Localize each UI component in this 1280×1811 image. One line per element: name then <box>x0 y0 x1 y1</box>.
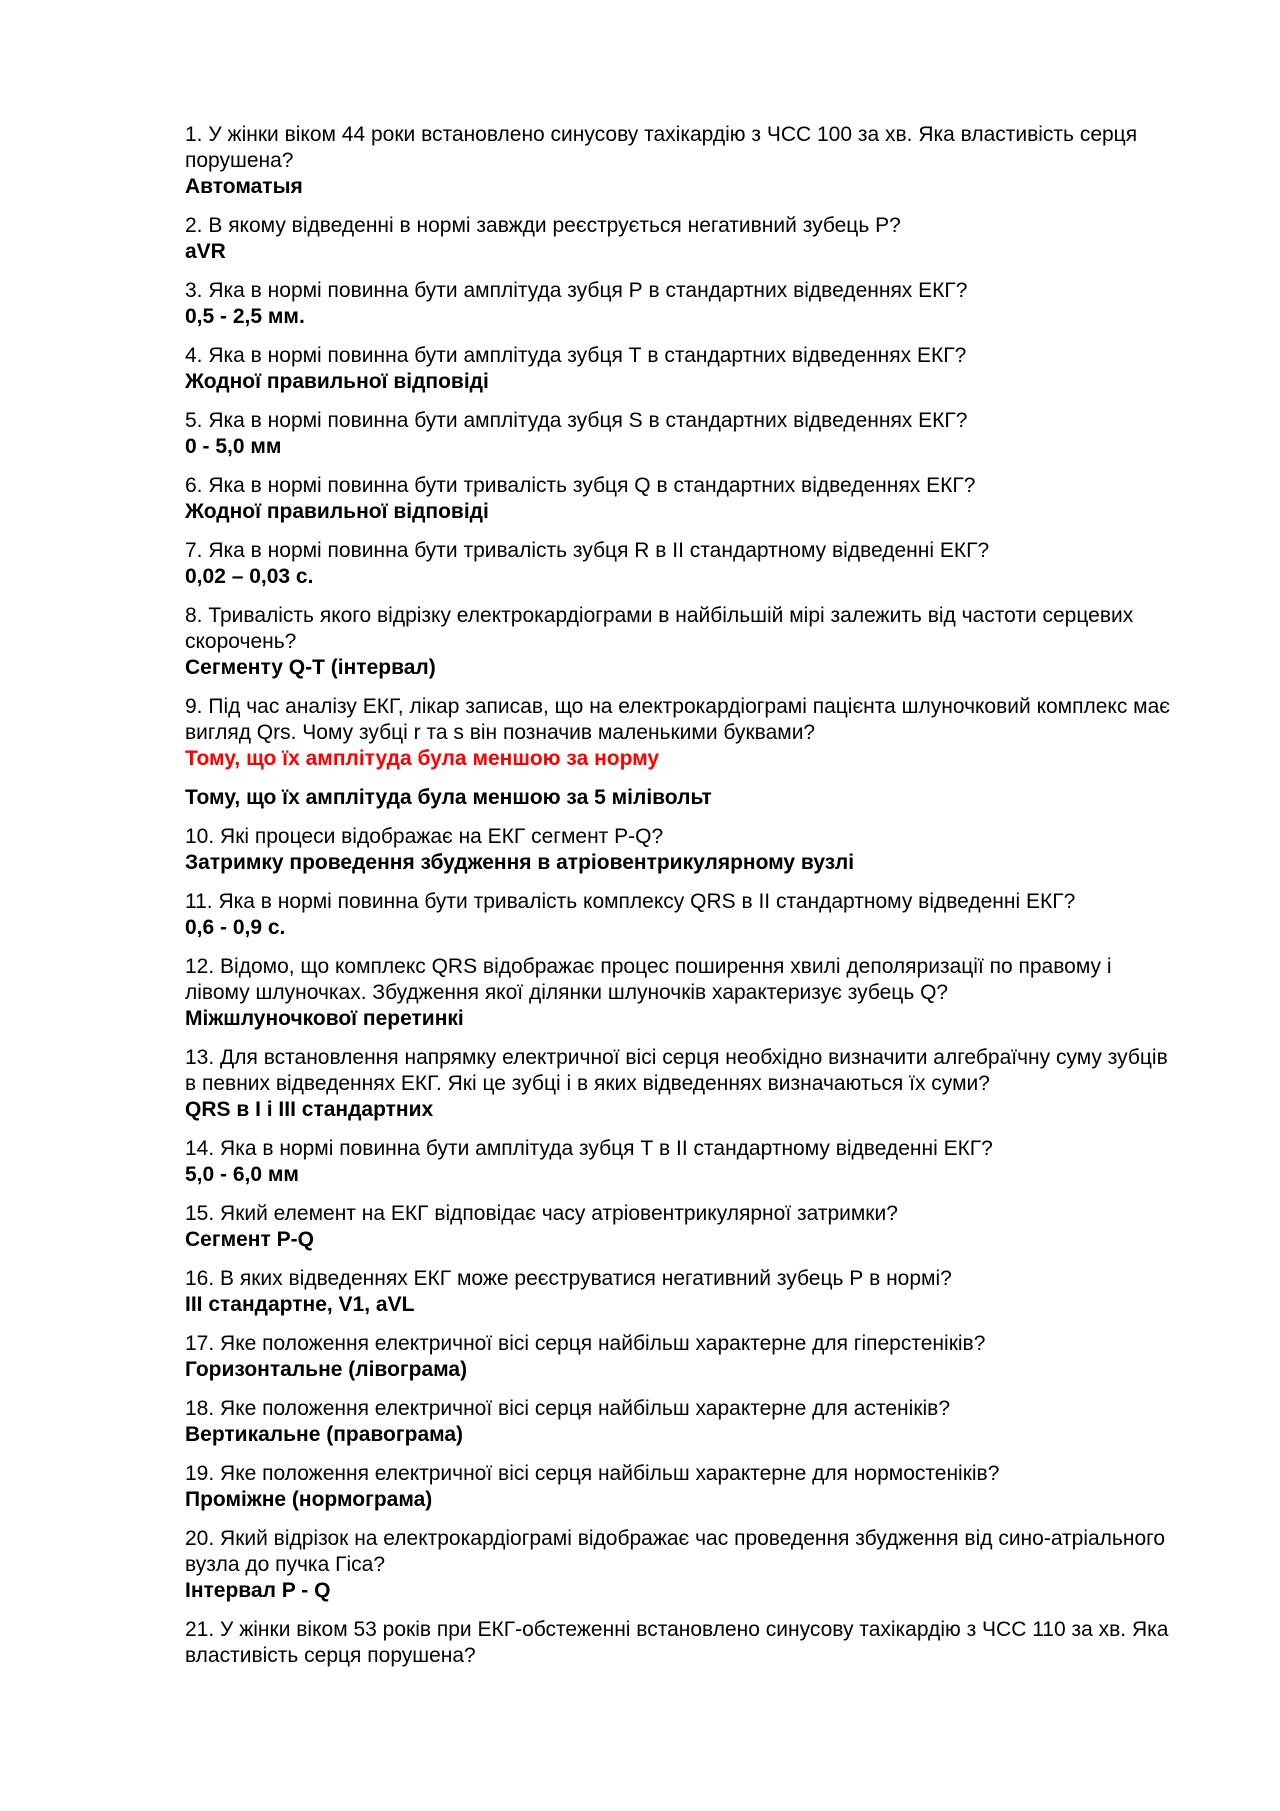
question-text: 9. Під час аналізу ЕКГ, лікар записав, що на електрокардіограмі пацієнта шлуночковий комплекс має вигляд Qrs. Чому зубці r та s він позначив маленькими буквами? <box>185 695 1171 744</box>
question-text: 12. Відомо, що комплекс QRS відображає процес поширення хвилі деполяризації по правому і лівому шлуночках. Збудження якої ділянки шлуночків характеризує зубець Q? <box>185 955 1112 1004</box>
question-text: 7. Яка в нормі повинна бути тривалість зубця R в ІІ стандартному відведенні ЕКГ? <box>185 539 990 562</box>
answer-text: 5,0 - 6,0 мм <box>185 1163 299 1186</box>
question-item <box>185 122 1180 200</box>
question-item <box>185 1266 1180 1318</box>
question-text: 2. В якому відведенні в нормі завжди реєструється негативний зубець Р? <box>185 214 901 237</box>
question-item <box>185 278 1180 330</box>
answer-text: 0,02 – 0,03 с. <box>185 565 314 588</box>
question-text: 11. Яка в нормі повинна бути тривалість комплексу QRS в ІІ стандартному відведенні ЕКГ? <box>185 890 1076 913</box>
question-item <box>185 473 1180 525</box>
question-text: 10. Які процеси відображає на ЕКГ сегмент P-Q? <box>185 825 664 848</box>
answer-text: Жодної правильної відповіді <box>185 500 489 523</box>
question-item <box>185 1461 1180 1513</box>
answer-text: Жодної правильної відповіді <box>185 370 489 393</box>
answer-text: Горизонтальне (лівограма) <box>185 1358 468 1381</box>
answer-text: 0 - 5,0 мм <box>185 435 282 458</box>
question-text: 8. Тривалість якого відрізку електрокардіограми в найбільшій мірі залежить від частоти серцевих скорочень? <box>185 604 1134 653</box>
question-item <box>185 213 1180 265</box>
answer-text: Тому, що їх амплітуда була меншою за 5 мілівольт <box>185 786 712 809</box>
question-item <box>185 1136 1180 1188</box>
answer-text: aVR <box>185 240 226 263</box>
answer-text: Автоматыя <box>185 175 303 198</box>
question-text: 14. Яка в нормі повинна бути амплітуда зубця Т в ІІ стандартному відведенні ЕКГ? <box>185 1137 993 1160</box>
question-text: 16. В яких відведеннях ЕКГ може реєструватися негативний зубець Р в нормі? <box>185 1267 952 1290</box>
question-text: 13. Для встановлення напрямку електричної вісі серця необхідно визначити алгебраїчну суму зубців в певних відведеннях ЕКГ. Які це зубці і в яких відведеннях визначаються їх суми? <box>185 1046 1168 1095</box>
question-text: 18. Яке положення електричної вісі серця найбільш характерне для астеніків? <box>185 1397 951 1420</box>
question-text: 1. У жінки віком 44 роки встановлено синусову тахікардію з ЧСС 100 за хв. Яка властивість серця порушена? <box>185 123 1138 172</box>
answer-text: QRS в I і III стандартних <box>185 1098 434 1121</box>
answer-text: Вертикальне (правограма) <box>185 1423 464 1446</box>
question-text: 6. Яка в нормі повинна бути тривалість зубця Q в стандартних відведеннях ЕКГ? <box>185 474 976 497</box>
question-item <box>185 343 1180 395</box>
question-text: 19. Яке положення електричної вісі серця найбільш характерне для нормостеніків? <box>185 1462 1000 1485</box>
answer-text: 0,6 - 0,9 с. <box>185 916 286 939</box>
answer-text: ІІІ стандартне, V1, aVL <box>185 1293 415 1316</box>
answer-text: Сегменту Q-T (інтервал) <box>185 656 436 679</box>
question-item <box>185 889 1180 941</box>
question-item <box>185 1331 1180 1383</box>
question-text: 5. Яка в нормі повинна бути амплітуда зубця S в стандартних відведеннях ЕКГ? <box>185 409 968 432</box>
answer-text: 0,5 - 2,5 мм. <box>185 305 305 328</box>
document-page <box>185 122 1180 1682</box>
answer-text: Інтервал P - Q <box>185 1579 331 1602</box>
question-item <box>185 408 1180 460</box>
question-text: 20. Який відрізок на електрокардіограмі відображає час проведення збудження від сино-атріального вузла до пучка Гіса? <box>185 1527 1166 1576</box>
question-item <box>185 1396 1180 1448</box>
question-item <box>185 603 1180 681</box>
question-item <box>185 538 1180 590</box>
question-item <box>185 1617 1180 1669</box>
question-text: 17. Яке положення електричної вісі серця найбільш характерне для гіперстеніків? <box>185 1332 986 1355</box>
question-item <box>185 1045 1180 1123</box>
question-text: 21. У жінки віком 53 років при ЕКГ-обстеженні встановлено синусову тахікардію з ЧСС 110 за хв. Яка властивість серця порушена? <box>185 1618 1169 1667</box>
question-item <box>185 954 1180 1032</box>
answer-text: Міжшлуночкової перетинкі <box>185 1007 464 1030</box>
question-text: 3. Яка в нормі повинна бути амплітуда зубця Р в стандартних відведеннях ЕКГ? <box>185 279 968 302</box>
answer-text: Проміжне (нормограма) <box>185 1488 433 1511</box>
question-item <box>185 694 1180 811</box>
answer-text: Затримку проведення збудження в атріовентрикулярному вузлі <box>185 851 855 874</box>
question-item <box>185 1526 1180 1604</box>
question-text: 15. Який елемент на ЕКГ відповідає часу атріовентрикулярної затримки? <box>185 1202 898 1225</box>
question-text: 4. Яка в нормі повинна бути амплітуда зубця Т в стандартних відведеннях ЕКГ? <box>185 344 967 367</box>
question-item <box>185 824 1180 876</box>
answer-text-highlighted: Тому, що їх амплітуда була меншою за норму <box>185 747 660 770</box>
question-item <box>185 1201 1180 1253</box>
answer-text: Сегмент P-Q <box>185 1228 314 1251</box>
